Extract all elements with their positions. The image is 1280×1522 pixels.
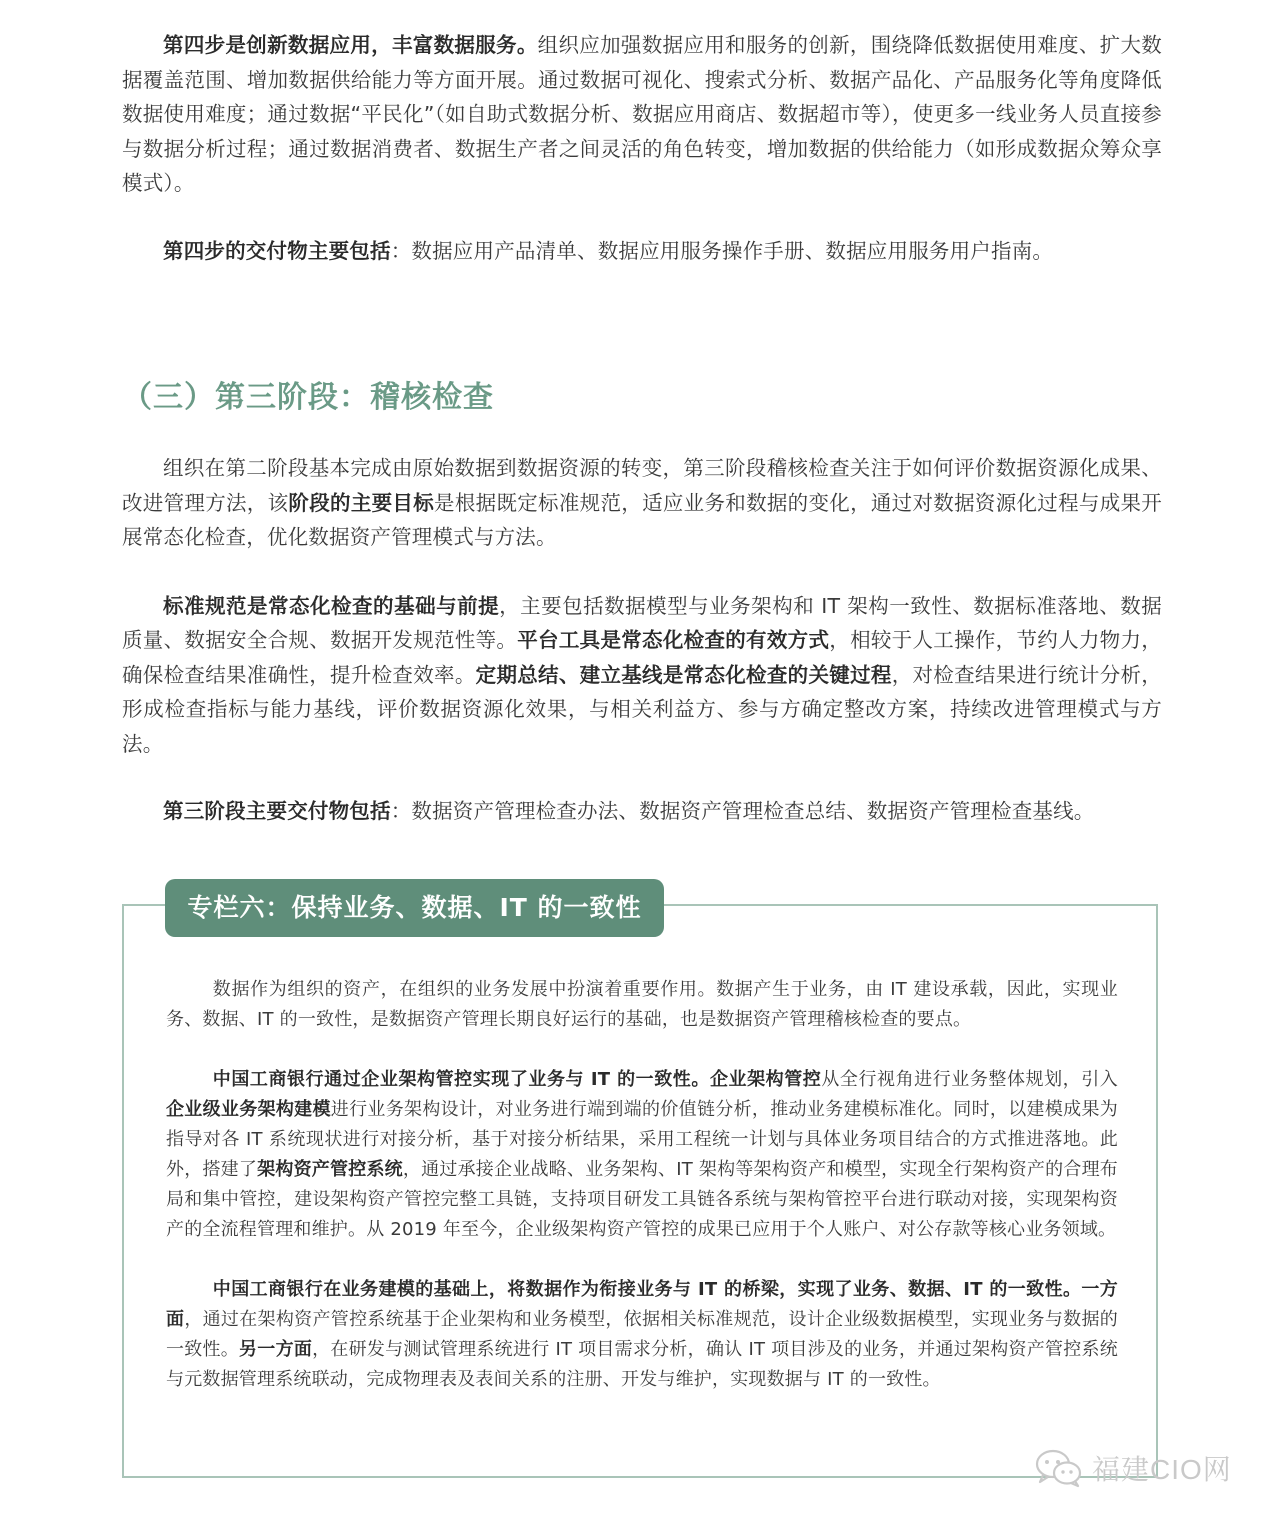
section3-deliverables-text: ：数据资产管理检查办法、数据资产管理检查总结、数据资产管理检查基线。 xyxy=(390,799,1095,823)
watermark-text: 福建CIO网 xyxy=(1092,1454,1232,1485)
section3-intro xyxy=(122,451,1162,555)
section3-deliverables xyxy=(122,794,1162,829)
section3-check-paragraph xyxy=(122,589,1162,762)
watermark xyxy=(1034,1444,1232,1492)
c6p2-bold-2: 企业级业务架构建模 xyxy=(166,1099,331,1120)
c6p2-bold-3: 架构资产管控系统 xyxy=(257,1159,403,1180)
step4-deliverables-text: ：数据应用产品清单、数据应用服务操作手册、数据应用服务用户指南。 xyxy=(390,238,1054,263)
section3-intro-b: 是根据既定标准规范，适应业务和数据的变化，通过对数据资源化过程与成果开展常态化检查，优化数据资产管理模式与方法。 xyxy=(122,490,1163,549)
c6p3-text-2: ，在研发与测试管理系统进行 IT 项目需求分析，确认 IT 项目涉及的业务，并通过架构资产管控系统与元数据管理系统联动，完成物理表及表间关系的注册、开发与维护，实现数据与 IT 的一致性。 xyxy=(166,1339,1118,1390)
step4-deliverables xyxy=(122,234,1162,269)
column6-content xyxy=(166,975,1118,1395)
column6-paragraph-1: 数据作为组织的资产，在组织的业务发展中扮演着重要作用。数据产生于业务，由 IT 建设承载，因此，实现业务、数据、IT 的一致性，是数据资产管理长期良好运行的基础，也是数据资产管理稽核检查的要点。 xyxy=(166,979,1118,1030)
section3-deliverables-label: 第三阶段主要交付物包括 xyxy=(163,799,391,823)
column6-paragraph-2 xyxy=(166,1065,1118,1245)
column6-title: 专栏六：保持业务、数据、IT 的一致性 xyxy=(165,879,664,937)
step4-text: 组织应加强数据应用和服务的创新，围绕降低数据使用难度、扩大数据覆盖范围、增加数据供给能力等方面开展。通过数据可视化、搜索式分析、数据产品化、产品服务化等角度降低数据使用难度；通过数据“平民化”（如自助式数据分析、数据应用商店、数据超市等），使更多一线业务人员直接参与数据分析过程；通过数据消费者、数据生产者之间灵活的角色转变，增加数据的供给能力（如形成数据众筹众享模式）。 xyxy=(122,33,1162,195)
check-bold-3: 定期总结、建立基线是常态化检查的关键过程 xyxy=(475,662,892,687)
step4-deliverables-label: 第四步的交付物主要包括 xyxy=(163,238,391,263)
c6p2-text-2: 进行业务架构设计，对业务进行端到端的价值链分析，推动业务建模标准化。同时，以建模成果为指导对各 IT 系统现状进行对接分析，基于对接分析结果，采用工程统一计划与具体业务项目结合的方式推进落地。此外，搭建了 xyxy=(166,1099,1118,1180)
section3-intro-bold: 阶段的主要目标 xyxy=(288,490,435,515)
c6p3-bold-1: 中国工商银行在业务建模的基础上，将数据作为衔接业务与 IT 的桥梁，实现了业务、数据、IT 的一致性。一方面 xyxy=(166,1279,1118,1330)
section3-intro-a: 组织在第二阶段基本完成由原始数据到数据资源的转变，第三阶段稽核检查关注于如何评价数据资源化成果、改进管理方法，该 xyxy=(122,456,1162,515)
check-text-3: ，对检查结果进行统计分析，形成检查指标与能力基线，评价数据资源化效果，与相关利益方、参与方确定整改方案，持续改进管理模式与方法。 xyxy=(122,662,1163,756)
check-text-2: ，相较于人工操作，节约人力物力，确保检查结果准确性，提升检查效率。 xyxy=(122,628,1162,687)
column6-paragraph-3 xyxy=(166,1275,1118,1395)
c6p3-text-1: ，通过在架构资产管控系统基于企业架构和业务模型，依据相关标准规范，设计企业级数据模型，实现业务与数据的一致性。 xyxy=(166,1309,1118,1360)
check-bold-2: 平台工具是常态化检查的有效方式 xyxy=(517,628,830,652)
section3-heading: （三）第三阶段：稽核检查 xyxy=(122,380,494,415)
c6p2-text-1: 从全行视角进行业务整体规划，引入 xyxy=(821,1069,1118,1090)
wechat-icon xyxy=(1034,1448,1084,1488)
c6p3-bold-2: 另一方面 xyxy=(239,1339,313,1360)
c6p2-text-3: ，通过承接企业战略、业务架构、IT 架构等架构资产和模型，实现全行架构资产的合理布局和集中管控，建设架构资产管控完整工具链，支持项目研发工具链各系统与架构管控平台进行联动对接，实现架构资产的全流程管理和维护。从 2019 年至今，企业级架构资产管控的成果已应用于个人账户、对公存款等核心业务领域。 xyxy=(166,1159,1118,1240)
c6p2-bold-1: 中国工商银行通过企业架构管控实现了业务与 IT 的一致性。企业架构管控 xyxy=(212,1069,822,1090)
step4-paragraph xyxy=(122,28,1162,201)
main-content xyxy=(122,28,1162,829)
step4-lead: 第四步是创新数据应用，丰富数据服务。 xyxy=(163,33,538,57)
check-text-1: ，主要包括数据模型与业务架构和 IT 架构一致性、数据标准落地、数据质量、数据安全合规、数据开发规范性等。 xyxy=(122,593,1162,652)
check-bold-1: 标准规范是常态化检查的基础与前提 xyxy=(163,593,500,618)
